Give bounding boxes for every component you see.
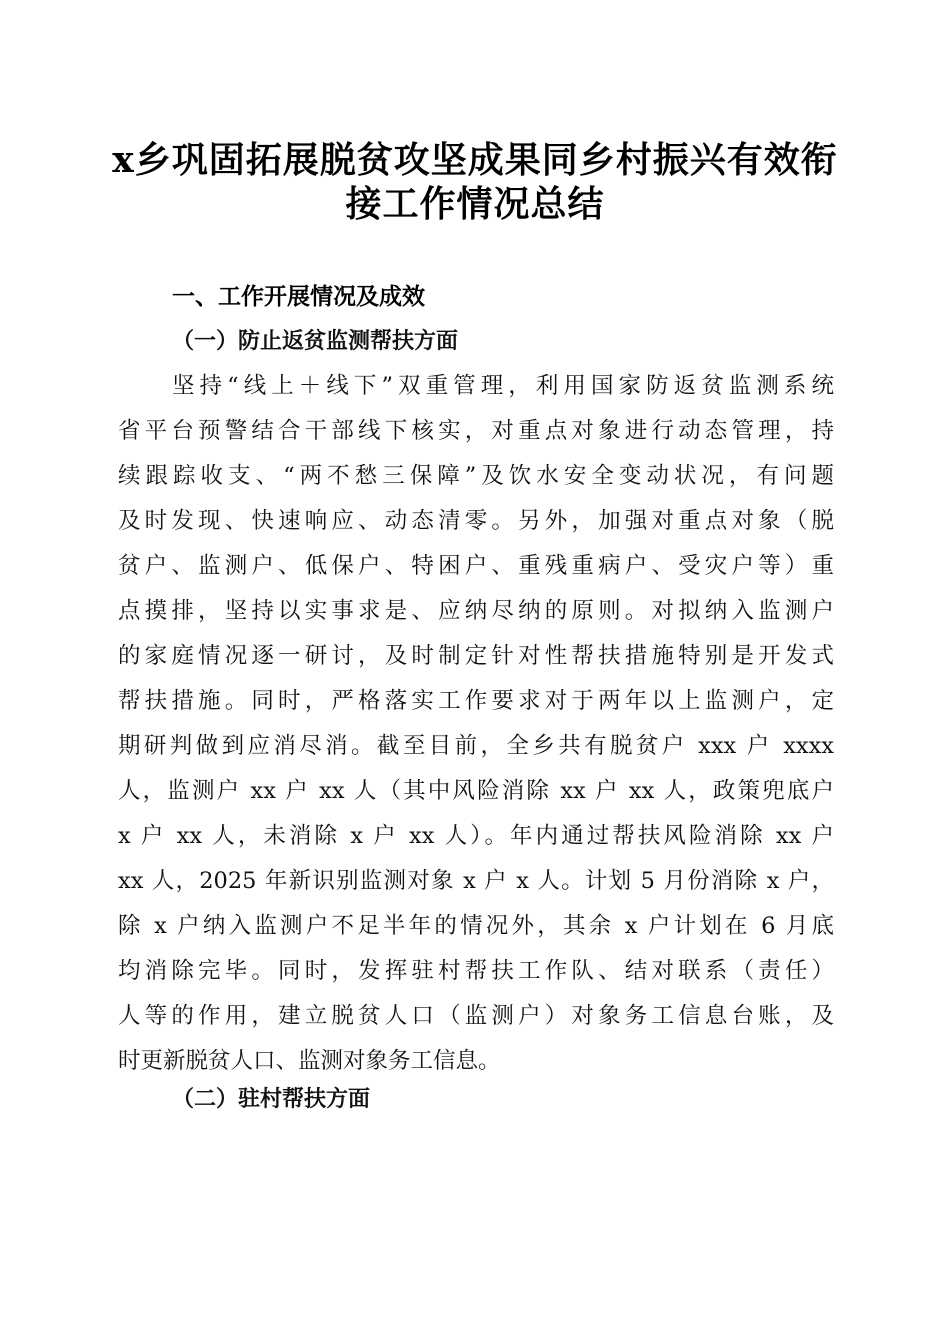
paragraph-line: 的家庭情况逐一研讨，及时制定针对性帮扶措施特别是开发式	[118, 643, 834, 669]
paragraph-line: 人等的作用，建立脱贫人口（监测户）对象务工信息台账，及	[118, 1003, 834, 1029]
paragraph-line: 均消除完毕。同时，发挥驻村帮扶工作队、结对联系（责任）	[118, 958, 834, 984]
paragraph-line: 人，监测户 xx 户 xx 人（其中风险消除 xx 户 xx 人，政策兜底户	[118, 778, 834, 804]
paragraph-line: x 户 xx 人，未消除 x 户 xx 人）。年内通过帮扶风险消除 xx 户	[118, 823, 834, 849]
paragraph-line: 省平台预警结合干部线下核实，对重点对象进行动态管理，持	[118, 418, 834, 444]
paragraph-line: 及时发现、快速响应、动态清零。另外，加强对重点对象（脱	[118, 508, 834, 534]
subsection-heading-2: （二）驻村帮扶方面	[172, 1086, 371, 1112]
document-title-line-1: x乡巩固拓展脱贫攻坚成果同乡村振兴有效衔	[112, 139, 838, 181]
section-heading: 一、工作开展情况及成效	[172, 284, 425, 310]
paragraph-line: 帮扶措施。同时，严格落实工作要求对于两年以上监测户，定	[118, 688, 834, 714]
paragraph-line: 坚持“线上＋线下”双重管理，利用国家防返贫监测系统	[172, 373, 834, 399]
subsection-heading-1: （一）防止返贫监测帮扶方面	[172, 328, 459, 354]
paragraph-line: 期研判做到应消尽消。截至目前，全乡共有脱贫户 xxx 户 xxxx	[118, 733, 834, 759]
paragraph-line: 续跟踪收支、“两不愁三保障”及饮水安全变动状况，有问题	[118, 463, 834, 489]
paragraph-line: xx 人，2025 年新识别监测对象 x 户 x 人。计划 5 月份消除 x 户，	[118, 868, 834, 894]
paragraph-line: 贫户、监测户、低保户、特困户、重残重病户、受灾户等）重	[118, 553, 834, 579]
paragraph-line: 除 x 户纳入监测户不足半年的情况外，其余 x 户计划在 6 月底	[118, 913, 834, 939]
paragraph-line-last: 时更新脱贫人口、监测对象务工信息。	[118, 1048, 501, 1074]
paragraph-line: 点摸排，坚持以实事求是、应纳尽纳的原则。对拟纳入监测户	[118, 598, 834, 624]
document-title-line-2: 接工作情况总结	[345, 183, 605, 225]
